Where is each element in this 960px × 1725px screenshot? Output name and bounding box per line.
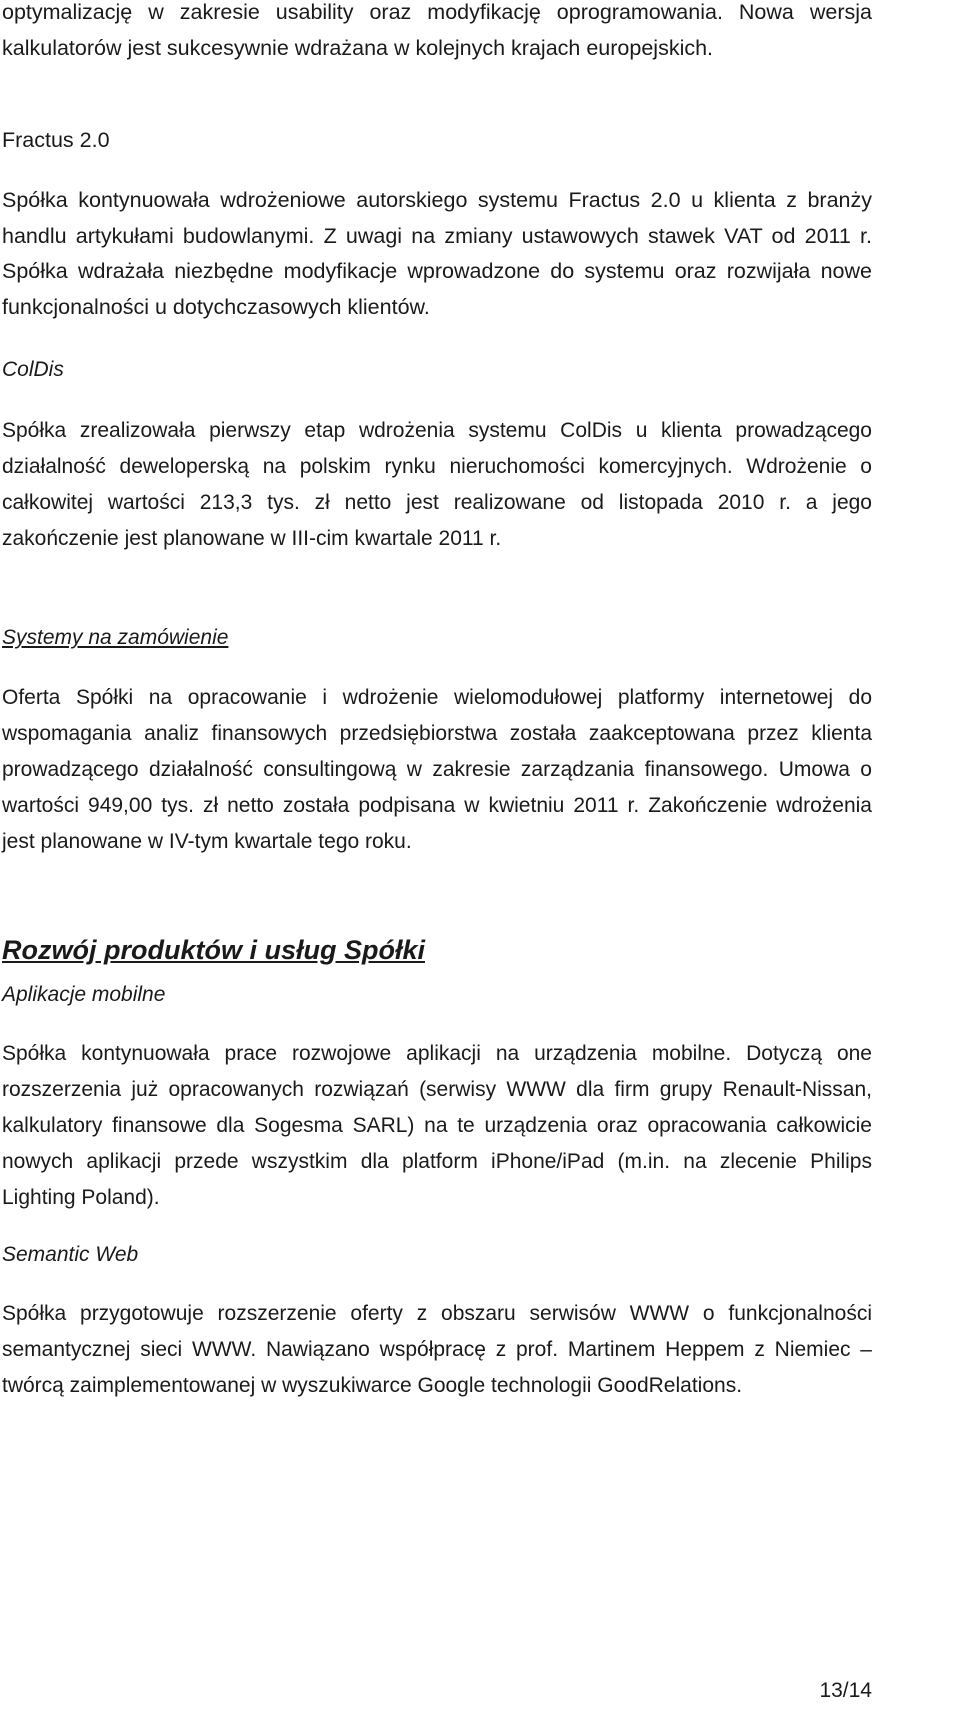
systemy-heading: Systemy na zamówienie [2,626,229,649]
page-number: 13/14 [819,1679,872,1702]
semantic-paragraph: Spółka przygotowuje rozszerzenie oferty z obszaru serwisów WWW o funkcjonalności semantycznej sieci WWW. Nawiązano współpracę z prof. Martinem Heppem z Niemiec – twórcą zaimplementowanej w wyszukiwarce Google technologii GoodRelations. [2,1302,872,1397]
aplikacje-paragraph: Spółka kontynuowała prace rozwojowe aplikacji na urządzenia mobilne. Dotyczą one rozszerzenia już opracowanych rozwiązań (serwisy WWW dla firm grupy Renault-Nissan, kalkulatory finansowe dla Sogesma SARL) na te urządzenia oraz opracowania całkowicie nowych aplikacji przede wszystkim dla platform iPhone/iPad (m.in. na zlecenie Philips Lighting Poland). [2,1042,872,1209]
coldis-heading: ColDis [2,358,64,381]
intro-paragraph: optymalizację w zakresie usability oraz modyfikację oprogramowania. Nowa wersja kalkulatorów jest sukcesywnie wdrażana w kolejnych krajach europejskich. [2,0,872,60]
fractus-paragraph-part2: Spółka wdrażała niezbędne modyfikacje wprowadzone do systemu oraz rozwijała nowe funkcjonalności u dotychczasowych klientów. [2,259,872,319]
systemy-paragraph: Oferta Spółki na opracowanie i wdrożenie wielomodułowej platformy internetowej do wspomagania analiz finansowych przedsiębiorstwa została zaakceptowana przez klienta prowadzącego działalność consultingową w zakresie zarządzania finansowego. Umowa o wartości 949,00 tys. zł netto została podpisana w kwietniu 2011 r. Zakończenie wdrożenia jest planowane w IV-tym kwartale tego roku. [2,686,872,853]
fractus-paragraph [2,183,872,325]
aplikacje-heading: Aplikacje mobilne [2,983,166,1006]
coldis-paragraph: Spółka zrealizowała pierwszy etap wdrożenia systemu ColDis u klienta prowadzącego działalność deweloperską na polskim rynku nieruchomości komercyjnych. Wdrożenie o całkowitej wartości 213,3 tys. zł netto jest realizowane od listopada 2010 r. a jego zakończenie jest planowane w III-cim kwartale 2011 r. [2,419,872,550]
fractus-paragraph-part1: Spółka kontynuowała wdrożeniowe autorskiego systemu Fractus 2.0 u klienta z branży handlu artykułami budowlanymi. Z uwagi na zmiany ustawowych stawek VAT od 2011 r. [2,188,872,248]
semantic-heading: Semantic Web [2,1243,139,1266]
fractus-heading: Fractus 2.0 [2,128,110,152]
section-heading-rozwoj: Rozwój produktów i usług Spółki [2,935,425,965]
